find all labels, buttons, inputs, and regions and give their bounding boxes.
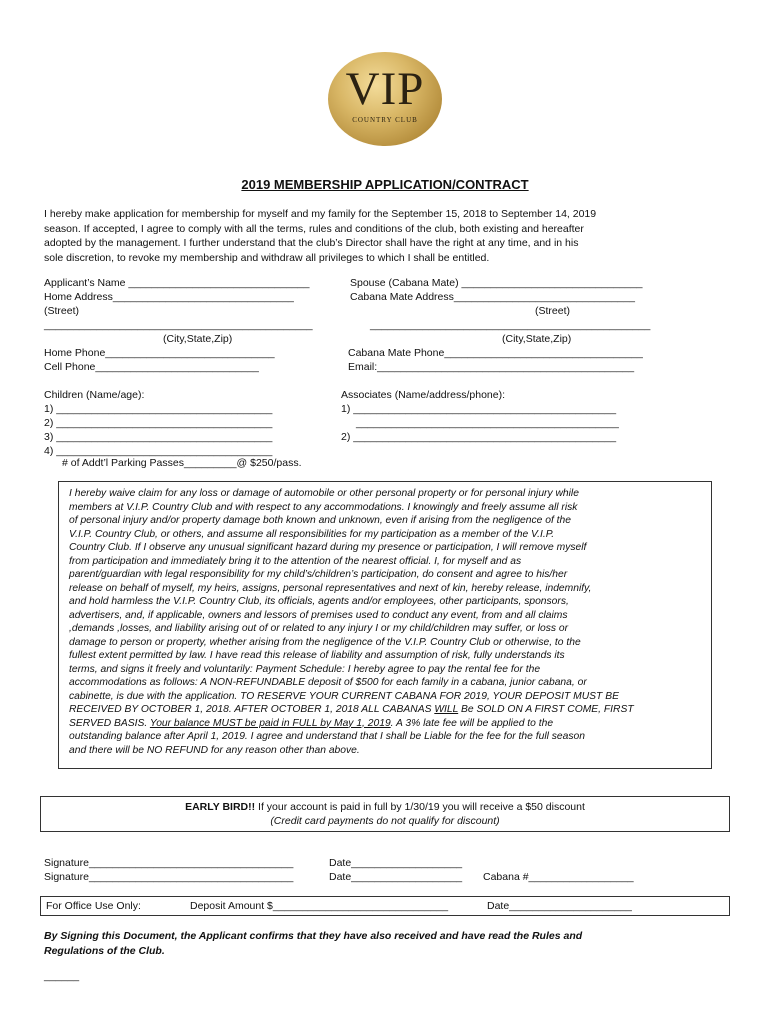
page-title: 2019 MEMBERSHIP APPLICATION/CONTRACT (241, 177, 529, 192)
intro-line: season. If accepted, I agree to comply with all the terms, rules and conditions of the club, both existing and hereafter (44, 222, 584, 235)
waiver-line: terms, and signs it freely and voluntarily: Payment Schedule: I hereby agree to pay the rental fee for the (69, 663, 541, 675)
deposit-amount-field[interactable]: Deposit Amount $______________________________ (190, 900, 449, 912)
child-field-4[interactable]: 4) _____________________________________ (44, 445, 273, 457)
early-bird-offer: If your account is paid in full by 1/30/19 you will receive a $50 discount (255, 801, 585, 813)
date-field-1[interactable]: Date___________________ (329, 857, 463, 869)
waiver-line: fullest extent permitted by law. I have read this release of liability and assumption of risk, fully understands its (69, 650, 565, 661)
city-label-left: (City,State,Zip) (163, 333, 233, 345)
confirmation-line: By Signing this Document, the Applicant confirms that they have also received and have read the Rules and (44, 930, 583, 942)
waiver-line: from participation and immediately bring it to the attention of the nearest official. I, for myself and as (69, 555, 522, 567)
waiver-line: I hereby waive claim for any loss or damage of automobile or other personal property or for personal injury while (69, 488, 579, 499)
child-field-1[interactable]: 1) _____________________________________ (44, 403, 273, 415)
initials-field[interactable]: ______ (44, 970, 80, 982)
intro-line: adopted by the management. I further understand that the club’s Director shall have the right at any time, and in his (44, 237, 579, 249)
street-label-right: (Street) (535, 305, 571, 317)
city-line-right[interactable]: ________________________________________________ (370, 319, 651, 331)
waiver-text: . A 3% late fee will be applied to the (390, 717, 554, 729)
waiver-line: members at V.I.P. Country Club and with respect to any accommodations. I knowingly and freely assume all risk (69, 501, 578, 513)
child-field-3[interactable]: 3) _____________________________________ (44, 431, 273, 443)
office-use-box (40, 896, 730, 916)
waiver-line: and hold harmless the V.I.P. Country Club, its officials, agents and/or employees, other participants, sponsors, (69, 596, 569, 607)
office-date-field[interactable]: Date_____________________ (487, 900, 632, 912)
waiver-text: RECEIVED BY OCTOBER 1, 2018. AFTER OCTOBER 1, 2018 ALL CABANAS (69, 704, 435, 715)
city-label-right: (City,State,Zip) (502, 333, 572, 345)
waiver-line: and there will be NO REFUND for any reason other than above. (69, 744, 360, 756)
confirmation-statement (44, 929, 724, 959)
date-field-2[interactable]: Date___________________ (329, 871, 463, 883)
waiver-underlined-text: Your balance MUST be paid in FULL by May 1, 2019 (149, 717, 391, 729)
cell-phone-field[interactable]: Cell Phone____________________________ (44, 361, 259, 373)
confirmation-line: Regulations of the Club. (44, 945, 165, 957)
intro-paragraph (44, 207, 734, 265)
waiver-line: V.I.P. Country Club, or others, and assume all responsibilities for my participation as a member of the V.I.P. (69, 528, 555, 540)
waiver-line: damage to person or property, whether arising from the negligence of the V.I.P. Country Club or otherwise, to the (69, 636, 581, 648)
signature-field-2[interactable]: Signature___________________________________ (44, 871, 294, 883)
early-bird-text (41, 800, 729, 814)
intro-line: sole discretion, to revoke my membership and withdraw all privileges to which I shall be entitled. (44, 251, 490, 264)
waiver-text: SERVED BASIS. (69, 717, 150, 729)
waiver-line (69, 703, 703, 717)
waiver-line (69, 717, 703, 731)
child-field-2[interactable]: 2) _____________________________________ (44, 417, 273, 429)
signature-field-1[interactable]: Signature___________________________________ (44, 857, 294, 869)
children-label: Children (Name/age): (44, 389, 145, 401)
spouse-field[interactable]: Spouse (Cabana Mate) _______________________________ (350, 277, 643, 289)
office-use-label: For Office Use Only: (46, 900, 141, 912)
home-phone-field[interactable]: Home Phone_____________________________ (44, 347, 275, 359)
waiver-line: accommodations as follows: A NON-REFUNDABLE deposit of $500 for each family in a cabana, junior cabana, or (69, 677, 587, 688)
waiver-text: Be SOLD ON A FIRST COME, FIRST (458, 704, 634, 715)
waiver-line: cabinette, is due with the application. TO RESERVE YOUR CURRENT CABANA FOR 2019, YOUR DEPOSIT MUST BE (69, 690, 619, 702)
cabana-mate-phone-field[interactable]: Cabana Mate Phone__________________________________ (348, 347, 643, 359)
waiver-line: ,demands ,losses, and liability arising out of or related to any injury I or my child/children may suffer, or loss or (69, 623, 569, 634)
applicant-name-field[interactable]: Applicant’s Name _______________________________ (44, 277, 310, 289)
home-address-field[interactable]: Home Address_______________________________ (44, 291, 294, 303)
waiver-box (58, 481, 712, 769)
vip-logo (328, 52, 442, 146)
waiver-line: Country Club. If I observe any unusual significant hazard during my presence or participation, I will remove myself (69, 542, 587, 553)
associates-label: Associates (Name/address/phone): (341, 389, 505, 401)
early-bird-heading: EARLY BIRD!! (185, 801, 256, 813)
logo-subtext: COUNTRY CLUB (352, 116, 418, 124)
logo-text: VIP (345, 63, 425, 115)
parking-passes-field[interactable]: # of Addt’l Parking Passes_________@ $250/pass. (62, 457, 302, 469)
associate-field-1[interactable]: 1) _____________________________________________ (341, 403, 617, 415)
intro-line: I hereby make application for membership for myself and my family for the September 15, 2018 to September 14, 2019 (44, 208, 597, 220)
waiver-line: release on behalf of myself, my heirs, assigns, personal representatives and next of kin, hereby release, indemnify, (69, 582, 592, 594)
waiver-underlined-text: WILL (434, 704, 459, 715)
street-label-left: (Street) (44, 305, 80, 317)
city-line-left[interactable]: ______________________________________________ (44, 319, 313, 331)
associate-field-1-cont[interactable]: _____________________________________________ (356, 417, 619, 429)
waiver-line: advertisers, and, if applicable, owners and lessors of premises used to conduct any event, from and all claims (69, 609, 568, 621)
associate-field-2[interactable]: 2) _____________________________________________ (341, 431, 617, 443)
waiver-line: of personal injury and/or property damage both known and unknown, even if arising from the negligence of the (69, 515, 571, 526)
waiver-line: outstanding balance after April 1, 2019. I agree and understand that I shall be Liable for the fee for the full season (69, 731, 585, 742)
waiver-line: parent/guardian with legal responsibility for my child’s/children’s participation, do consent and agree to his/her (69, 569, 568, 580)
cabana-number-field[interactable]: Cabana #__________________ (483, 871, 634, 883)
early-bird-box (40, 796, 730, 832)
early-bird-note: (Credit card payments do not qualify for discount) (270, 815, 500, 827)
cabana-mate-address-field[interactable]: Cabana Mate Address_______________________________ (350, 291, 635, 303)
email-field[interactable]: Email:____________________________________________ (348, 361, 635, 373)
